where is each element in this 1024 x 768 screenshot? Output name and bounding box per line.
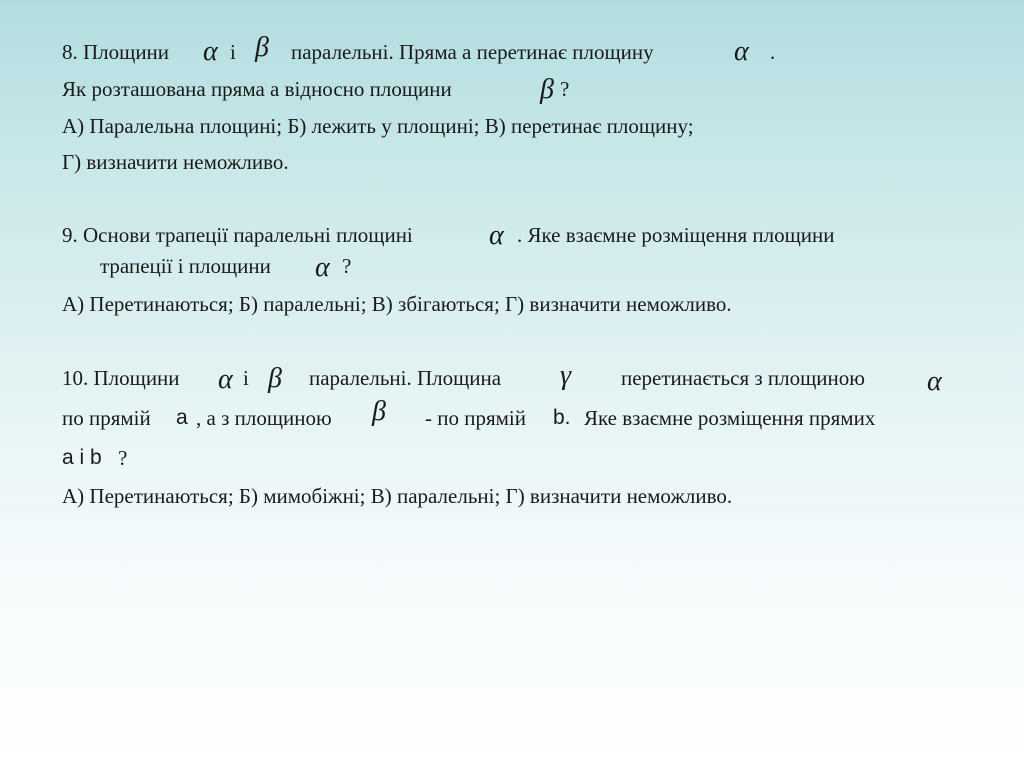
q10-text: , а з площиною <box>196 406 332 430</box>
q10-text: і <box>243 366 249 390</box>
alpha-symbol: α <box>315 252 330 283</box>
beta-symbol: β <box>268 363 282 394</box>
q10-answers: А) Перетинаються; Б) мимобіжні; В) паралельні; Г) визначити неможливо. <box>62 484 733 508</box>
q9-text: трапеції і площини <box>100 254 271 278</box>
beta-symbol: β <box>255 32 269 63</box>
q10-text: перетинається з площиною <box>621 366 865 390</box>
q9-text: ? <box>342 254 352 278</box>
alpha-symbol: α <box>489 220 504 251</box>
q9-answers: А) Перетинаються; Б) паралельні; В) збігаються; Г) визначити неможливо. <box>62 292 732 316</box>
q8-text: Як розташована пряма а відносно площини <box>62 77 452 101</box>
q8-text: ? <box>560 77 570 101</box>
q8-text: паралельні. Пряма а перетинає площину <box>291 40 654 64</box>
alpha-symbol: α <box>734 36 749 67</box>
q10-text: по прямій <box>62 406 151 430</box>
alpha-symbol: α <box>203 36 218 67</box>
q8-text: і <box>230 40 236 64</box>
lines-a-b-label: а і b <box>62 446 102 469</box>
q8-answers: Г) визначити неможливо. <box>62 150 289 174</box>
alpha-symbol: α <box>218 364 233 395</box>
line-a-label: а <box>176 406 188 429</box>
q10-text: 10. Площини <box>62 366 180 390</box>
q10-text: Яке взаємне розміщення прямих <box>584 406 876 430</box>
beta-symbol: β <box>540 74 554 105</box>
q10-text: - по прямій <box>425 406 526 430</box>
q8-text: . <box>770 40 776 64</box>
q8-text: 8. Площини <box>62 40 170 64</box>
q9-text: . Яке взаємне розміщення площини <box>517 223 835 247</box>
gamma-symbol: γ <box>560 360 572 391</box>
q10-text: ? <box>118 446 128 470</box>
alpha-symbol: α <box>927 366 942 397</box>
beta-symbol: β <box>372 396 386 427</box>
q9-text: 9. Основи трапеції паралельні площині <box>62 223 413 247</box>
q10-text: паралельні. Площина <box>309 366 502 390</box>
line-b-label: b. <box>553 406 571 429</box>
q8-answers: А) Паралельна площині; Б) лежить у площині; В) перетинає площину; <box>62 114 694 138</box>
